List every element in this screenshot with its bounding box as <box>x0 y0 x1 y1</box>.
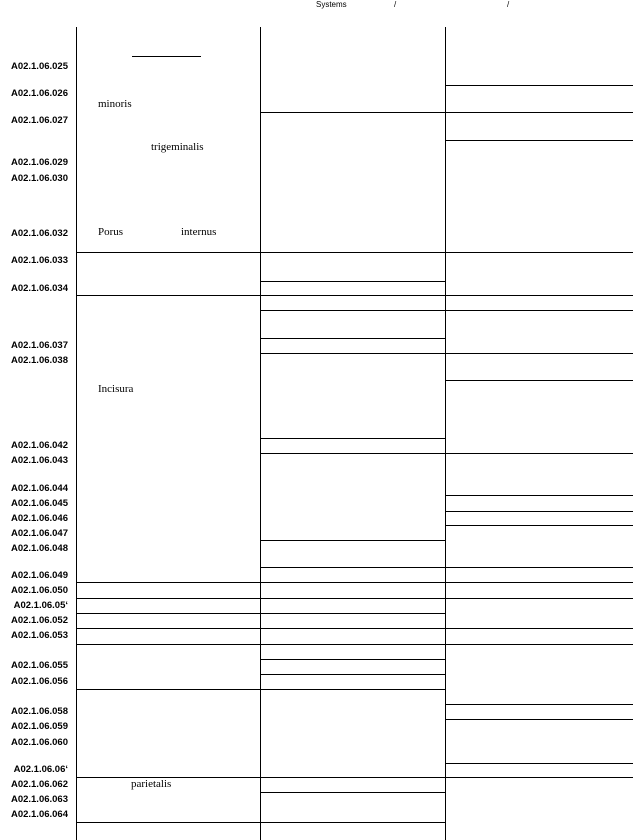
row-code: A02.1.06.055 <box>10 660 68 671</box>
row-code: A02.1.06.027 <box>10 115 68 126</box>
row-code: A02.1.06.056 <box>10 676 68 687</box>
row-code: A02.1.06.062 <box>10 779 68 790</box>
term-text: Porus <box>98 226 124 238</box>
header-slash-2: / <box>507 0 510 9</box>
row-code: A02.1.06.06‘ <box>13 764 68 775</box>
row-code: A02.1.06.053 <box>10 630 68 641</box>
row-code: A02.1.06.029 <box>10 157 68 168</box>
h-rule <box>77 295 633 296</box>
header-systems: Systems <box>316 0 347 9</box>
row-code: A02.1.06.060 <box>10 737 68 748</box>
h-rule <box>261 674 445 675</box>
row-code: A02.1.06.025 <box>10 61 68 72</box>
h-rule <box>77 613 445 614</box>
h-rule <box>446 719 633 720</box>
h-rule <box>261 540 445 541</box>
row-code: A02.1.06.052 <box>10 615 68 626</box>
row-code: A02.1.06.049 <box>10 570 68 581</box>
row-code: A02.1.06.047 <box>10 528 68 539</box>
row-code: A02.1.06.064 <box>10 809 68 820</box>
row-code: A02.1.06.043 <box>10 455 68 466</box>
h-rule <box>77 689 445 690</box>
term-text: internus <box>181 226 217 238</box>
row-code: A02.1.06.034 <box>10 283 68 294</box>
h-rule <box>261 310 633 311</box>
row-code: A02.1.06.045 <box>10 498 68 509</box>
h-rule <box>446 380 633 381</box>
h-rule <box>446 704 633 705</box>
h-rule <box>261 338 445 339</box>
row-code: A02.1.06.044 <box>10 483 68 494</box>
term-text: trigeminalis <box>151 141 204 153</box>
h-rule <box>261 792 445 793</box>
h-rule <box>261 112 633 113</box>
h-rule <box>446 140 633 141</box>
row-code: A02.1.06.048 <box>10 543 68 554</box>
row-code: A02.1.06.058 <box>10 706 68 717</box>
row-code: A02.1.06.050 <box>10 585 68 596</box>
h-rule <box>261 438 445 439</box>
col-rule-2 <box>260 27 261 840</box>
h-rule <box>261 353 633 354</box>
term-text: parietalis <box>131 778 172 790</box>
h-rule <box>77 628 633 629</box>
h-rule <box>261 453 633 454</box>
row-code: A02.1.06.046 <box>10 513 68 524</box>
row-code: A02.1.06.033 <box>10 255 68 266</box>
h-rule <box>446 495 633 496</box>
h-rule <box>446 85 633 86</box>
h-rule <box>446 511 633 512</box>
h-rule <box>261 281 445 282</box>
row-code: A02.1.06.042 <box>10 440 68 451</box>
h-rule <box>77 252 633 253</box>
h-rule <box>446 763 633 764</box>
h-rule <box>77 644 633 645</box>
term-text: Incisura <box>98 383 134 395</box>
col-rule-1 <box>76 27 77 840</box>
h-rule <box>261 567 633 568</box>
row-code: A02.1.06.032 <box>10 228 68 239</box>
h-rule <box>77 822 445 823</box>
row-code: A02.1.06.05‘ <box>13 600 68 611</box>
header-slash-1: / <box>394 0 397 9</box>
term-text: minoris <box>98 98 132 110</box>
row-code: A02.1.06.063 <box>10 794 68 805</box>
underline <box>132 56 201 57</box>
row-code: A02.1.06.026 <box>10 88 68 99</box>
h-rule <box>261 659 445 660</box>
row-code: A02.1.06.038 <box>10 355 68 366</box>
h-rule <box>446 525 633 526</box>
row-code: A02.1.06.059 <box>10 721 68 732</box>
h-rule <box>77 598 633 599</box>
row-code: A02.1.06.037 <box>10 340 68 351</box>
row-code: A02.1.06.030 <box>10 173 68 184</box>
h-rule <box>77 582 633 583</box>
